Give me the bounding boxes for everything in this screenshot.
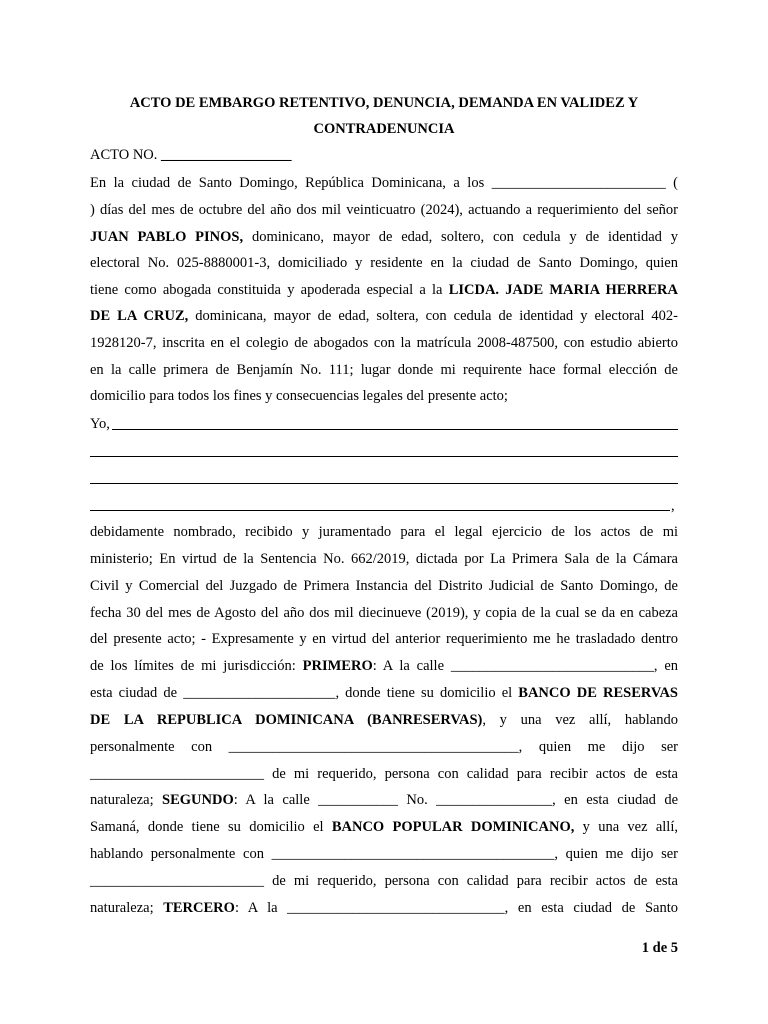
segundo-label: SEGUNDO bbox=[162, 792, 234, 808]
paragraph-1-line-1: En la ciudad de Santo Domingo, República Dominicana, a los ________________________ ( bbox=[90, 175, 678, 191]
paragraph-2-line-11-text-b: : A la calle ___________ No. ________________, en esta ciudad de bbox=[233, 792, 679, 808]
document-title-line-1: ACTO DE EMBARGO RETENTIVO, DENUNCIA, DEMANDA EN VALIDEZ Y bbox=[129, 95, 639, 111]
paragraph-1-line-6-text: dominicana, mayor de edad, soltera, con cedula de identidad y electoral 402- bbox=[188, 308, 678, 324]
paragraph-1-line-7: 1928120-7, inscrita en el colegio de abogados con la matrícula 2008-487500, con estudio abierto bbox=[90, 335, 678, 351]
banreservas-name-part-2: DE LA REPUBLICA DOMINICANA (BANRESERVAS) bbox=[90, 712, 483, 728]
paragraph-2-line-14: ________________________ de mi requerido, persona con calidad para recibir actos de esta bbox=[90, 873, 678, 889]
paragraph-2-line-7 bbox=[90, 680, 678, 706]
paragraph-2-line-6 bbox=[90, 653, 678, 679]
paragraph-1-line-5-text: tiene como abogada constituida y apoderada especial a la bbox=[90, 282, 449, 298]
paragraph-2-line-7-text: esta ciudad de _____________________, donde tiene su domicilio el bbox=[90, 685, 519, 701]
paragraph-2-line-6-text-a: de los límites de mi jurisdicción: bbox=[90, 658, 303, 674]
paragraph-2-line-2: ministerio; En virtud de la Sentencia No. 662/2019, dictada por La Primera Sala de la Cámara bbox=[90, 551, 678, 567]
paragraph-2-line-8-text: , y una vez allí, hablando bbox=[482, 712, 678, 728]
paragraph-2-line-11 bbox=[90, 787, 678, 813]
paragraph-1-line-2: ) días del mes de octubre del año dos mil veinticuatro (2024), actuando a requerimiento del señor bbox=[90, 202, 678, 218]
paragraph-1-line-5 bbox=[90, 277, 678, 303]
tercero-label: TERCERO bbox=[163, 900, 235, 916]
paragraph-2-line-5: del presente acto; - Expresamente y en virtud del anterior requerimiento me he trasladado dentro bbox=[90, 631, 678, 647]
paragraph-2-line-1: debidamente nombrado, recibido y juramentado para el legal ejercicio de los actos de mi bbox=[90, 524, 678, 540]
paragraph-1-line-3-text: dominicano, mayor de edad, soltero, con cedula y de identidad y bbox=[243, 229, 678, 245]
paragraph-2-line-15 bbox=[90, 895, 678, 921]
paragraph-2-line-11-text-a: naturaleza; bbox=[90, 792, 163, 808]
paragraph-2-line-15-text-b: : A la ______________________________, en esta ciudad de Santo bbox=[234, 900, 678, 916]
paragraph-1-line-4: electoral No. 025-8880001-3, domiciliado y residente en la ciudad de Santo Domingo, quien bbox=[90, 255, 678, 271]
paragraph-2-line-13: hablando personalmente con _______________________________________, quien me dijo ser bbox=[90, 846, 678, 862]
lawyer-name-part-1: LICDA. JADE MARIA HERRERA bbox=[448, 282, 678, 298]
paragraph-1-line-3 bbox=[90, 224, 678, 250]
lawyer-name-part-2: DE LA CRUZ, bbox=[90, 308, 189, 324]
paragraph-2-line-3: Civil y Comercial del Juzgado de Primera Instancia del Distrito Judicial de Santo Domingo, de bbox=[90, 578, 678, 594]
yo-label: Yo, bbox=[90, 416, 110, 432]
paragraph-2-line-10: ________________________ de mi requerido, persona con calidad para recibir actos de esta bbox=[90, 766, 678, 782]
paragraph-1-line-6 bbox=[90, 303, 678, 329]
paragraph-2-line-6-text-b: : A la calle ____________________________, en bbox=[372, 658, 678, 674]
yo-blank-line-4 bbox=[90, 510, 670, 511]
acto-no-blank: __________________ bbox=[161, 147, 292, 163]
banco-popular-name: BANCO POPULAR DOMINICANO, bbox=[331, 819, 575, 835]
paragraph-1-line-9: domicilio para todos los fines y consecuencias legales del presente acto; bbox=[90, 388, 508, 404]
paragraph-2-line-12-text-b: y una vez allí, bbox=[574, 819, 678, 835]
paragraph-1-line-8: en la calle primera de Benjamín No. 111; lugar donde mi requirente hace formal elección de bbox=[90, 362, 678, 378]
paragraph-2-line-15-text-a: naturaleza; bbox=[90, 900, 164, 916]
requirent-name: JUAN PABLO PINOS, bbox=[90, 229, 244, 245]
paragraph-2-line-12-text-a: Samaná, donde tiene su domicilio el bbox=[90, 819, 332, 835]
yo-blank-line-1 bbox=[112, 429, 678, 430]
paragraph-2-line-8 bbox=[90, 707, 678, 733]
paragraph-2-line-9: personalmente con ________________________________________, quien me dijo ser bbox=[90, 739, 678, 755]
yo-blank-line-3 bbox=[90, 483, 678, 484]
paragraph-2-line-12 bbox=[90, 814, 678, 840]
primero-label: PRIMERO bbox=[302, 658, 373, 674]
page-number: 1 de 5 bbox=[641, 940, 678, 956]
yo-blank-end-comma: , bbox=[671, 498, 675, 514]
paragraph-2-line-4: fecha 30 del mes de Agosto del año dos mil diecinueve (2019), y copia de la cual se da en cabeza bbox=[90, 605, 678, 621]
acto-no-line bbox=[90, 142, 678, 168]
yo-blank-line-2 bbox=[90, 456, 678, 457]
banreservas-name-part-1: BANCO DE RESERVAS bbox=[518, 685, 678, 701]
document-title-line-2: CONTRADENUNCIA bbox=[313, 121, 455, 137]
acto-no-label: ACTO NO. bbox=[90, 147, 158, 163]
